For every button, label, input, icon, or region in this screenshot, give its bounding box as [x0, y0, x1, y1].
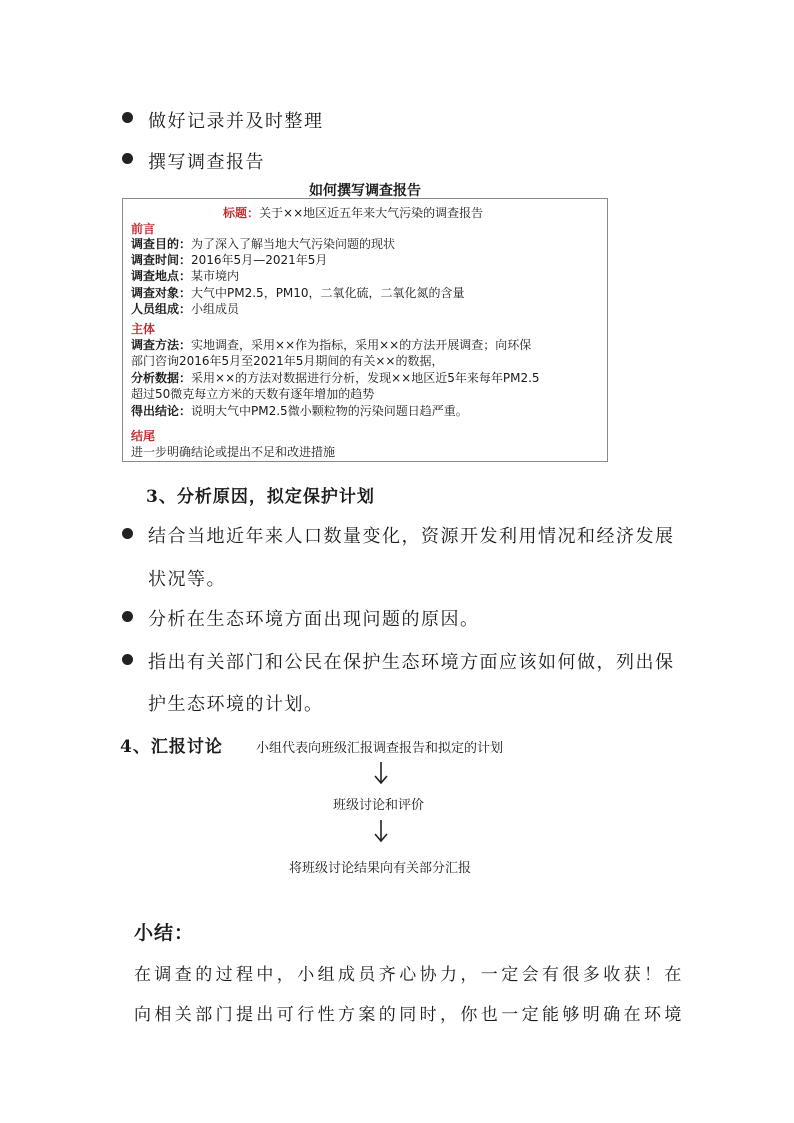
time-value: 2016年5月—2021年5月	[191, 253, 328, 267]
arrow-down-icon	[371, 818, 391, 844]
method-line-2: 部门咨询2016年5月至2021年5月期间的有关××的数据，	[131, 354, 444, 368]
ending-value: 进一步明确结论或提出不足和改进措施	[131, 445, 336, 459]
analysis-line-2: 超过50微克每立方米的天数有逐年增加的趋势	[131, 387, 375, 401]
bullet-text: 结合当地近年来人口数量变化，资源开发利用情况和经济发展	[148, 526, 675, 547]
section3-heading: 3、分析原因，拟定保护计划	[146, 487, 375, 507]
purpose-label: 调查目的：	[131, 237, 192, 251]
flow-step-3: 将班级讨论结果向有关部分汇报	[289, 861, 472, 876]
summary-line: 向相关部门提出可行性方案的同时，你也一定能够明确在环境	[134, 1005, 685, 1025]
bullet-text: 撰写调查报告	[148, 152, 265, 173]
section4-heading: 4、汇报讨论	[120, 737, 223, 757]
purpose-line	[131, 236, 395, 252]
bullet-text-continuation: 护生态环境的计划。	[148, 694, 324, 715]
report-box	[122, 198, 608, 462]
summary-title: 小结：	[134, 922, 195, 944]
members-value: 小组成员	[191, 302, 240, 316]
preface-label: 前言	[131, 222, 156, 236]
title-value: 关于××地区近五年来大气污染的调查报告	[259, 206, 484, 220]
object-value: 大气中PM2.5，PM10，二氧化硫，二氧化氮的含量	[191, 286, 465, 300]
bullet-text: 指出有关部门和公民在保护生态环境方面应该如何做，列出保	[148, 652, 675, 673]
conclusion-line	[131, 403, 468, 419]
time-label: 调查时间：	[131, 253, 192, 267]
bullet-icon	[122, 528, 133, 539]
report-title-line	[223, 205, 483, 221]
object-label: 调查对象：	[131, 286, 192, 300]
analysis-line	[131, 370, 540, 386]
place-value: 某市境内	[191, 269, 240, 283]
method-line	[131, 337, 531, 353]
object-line	[131, 285, 465, 301]
summary-line: 在调查的过程中，小组成员齐心协力，一定会有很多收获！在	[134, 965, 685, 985]
method-label: 调查方法：	[131, 338, 192, 352]
members-label: 人员组成：	[131, 302, 192, 316]
analysis-value: 采用××的方法对数据进行分析，发现××地区近5年来每年PM2.5	[191, 371, 540, 385]
place-line	[131, 268, 239, 284]
place-label: 调查地点：	[131, 269, 192, 283]
method-value: 实地调查，采用××作为指标，采用××的方法开展调查；向环保	[191, 338, 532, 352]
bullet-icon	[122, 654, 133, 665]
time-line	[131, 252, 327, 268]
conclusion-label: 得出结论：	[131, 404, 192, 418]
members-line	[131, 301, 239, 317]
flow-step-2: 班级讨论和评价	[333, 798, 425, 813]
arrow-down-icon	[371, 760, 391, 786]
report-heading: 如何撰写调查报告	[309, 183, 421, 199]
ending-label: 结尾	[131, 429, 156, 443]
bullet-text-continuation: 状况等。	[148, 569, 226, 590]
bullet-icon	[122, 611, 133, 622]
bullet-text: 做好记录并及时整理	[148, 111, 324, 132]
conclusion-value: 说明大气中PM2.5微小颗粒物的污染问题日趋严重。	[191, 404, 468, 418]
bullet-icon	[122, 153, 133, 164]
body-label: 主体	[131, 322, 156, 336]
bullet-icon	[122, 112, 133, 123]
purpose-value: 为了深入了解当地大气污染问题的现状	[191, 237, 396, 251]
bullet-text: 分析在生态环境方面出现问题的原因。	[148, 609, 480, 630]
analysis-label: 分析数据：	[131, 371, 192, 385]
title-label: 标题：	[223, 206, 260, 220]
flow-step-1: 小组代表向班级汇报调查报告和拟定的计划	[256, 741, 504, 756]
